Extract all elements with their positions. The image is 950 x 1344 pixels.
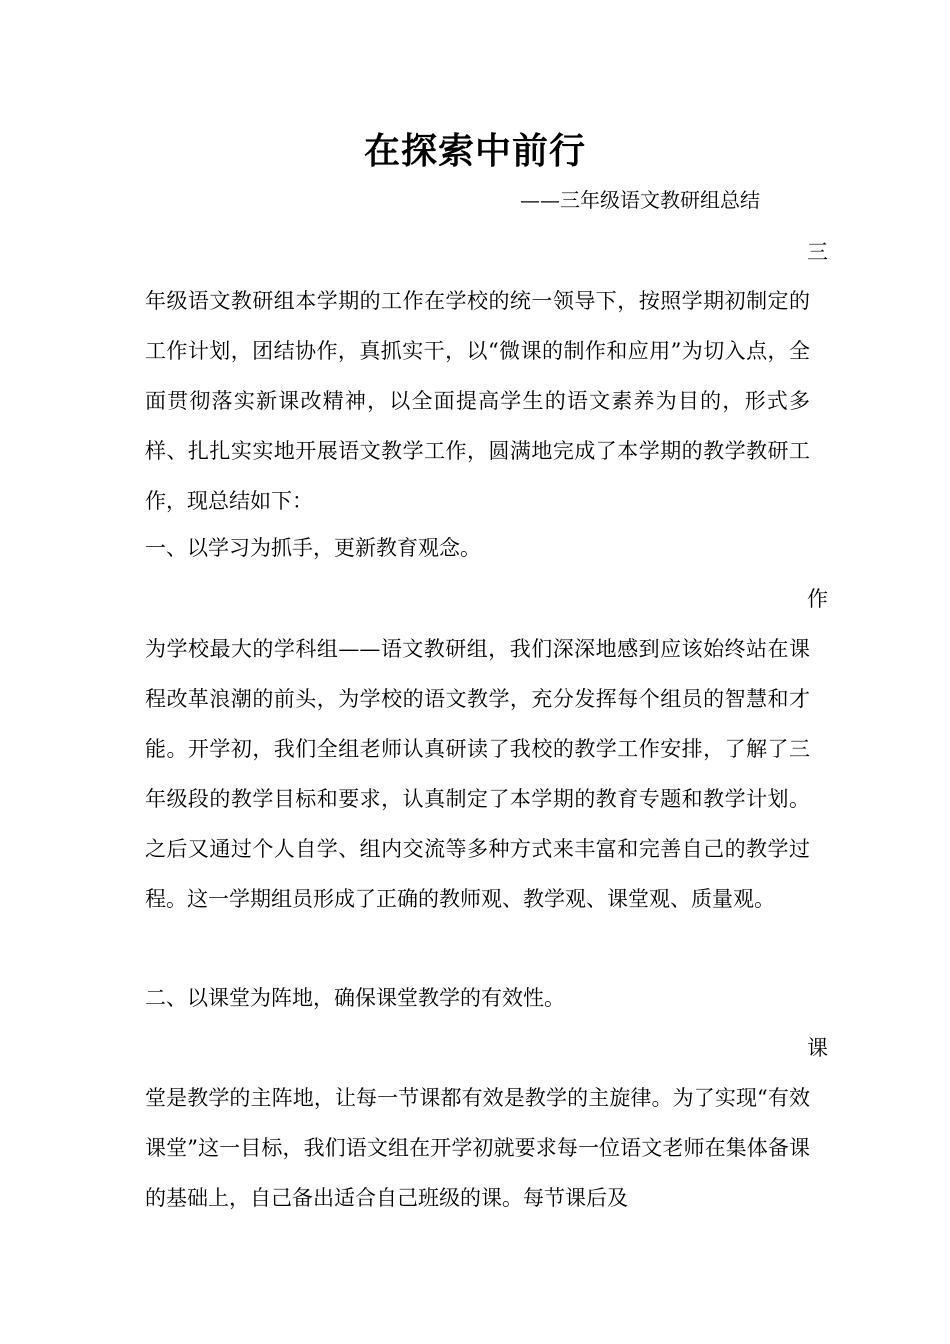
section-1-first-char: 作 <box>807 587 828 611</box>
section-2-heading: 二、以课堂为阵地，确保课堂教学的有效性。 <box>145 986 565 1010</box>
section-2-paragraph: 堂是教学的主阵地，让每一节课都有效是教学的主旋律。为了实现“有效课堂”这一目标，我们语文组在开学初就要求每一位语文老师在集体备课的基础上，自己备出适合自己班级的课。每节课后及 <box>145 1086 810 1210</box>
document-title: 在探索中前行 <box>363 131 586 172</box>
intro-paragraph: 年级语文教研组本学期的工作在学校的统一领导下，按照学期初制定的工作计划，团结协作，真抓实干，以“微课的制作和应用”为切入点，全面贯彻落实新课改精神，以全面提高学生的语文素养为目的，形式多样、扎扎实实地开展语文教学工作，圆满地完成了本学期的教学教研工作，现总结如下： <box>145 289 810 513</box>
section-1-paragraph: 为学校最大的学科组——语文教研组，我们深深地感到应该始终站在课程改革浪潮的前头，为学校的语文教学，充分发挥每个组员的智慧和才能。开学初，我们全组老师认真研读了我校的教学工作安排，了解了三年级段的教学目标和要求，认真制定了本学期的教育专题和教学计划。之后又通过个人自学、组内交流等多种方式来丰富和完善自己的教学过程。这一学期组员形成了正确的教师观、教学观、课堂观、质量观。 <box>145 637 810 911</box>
document-subtitle: ——三年级语文教研组总结 <box>520 188 760 212</box>
section-1-heading: 一、以学习为抓手，更新教育观念。 <box>145 536 481 560</box>
section-2-first-char: 课 <box>807 1036 828 1060</box>
intro-first-char: 三 <box>807 240 828 264</box>
